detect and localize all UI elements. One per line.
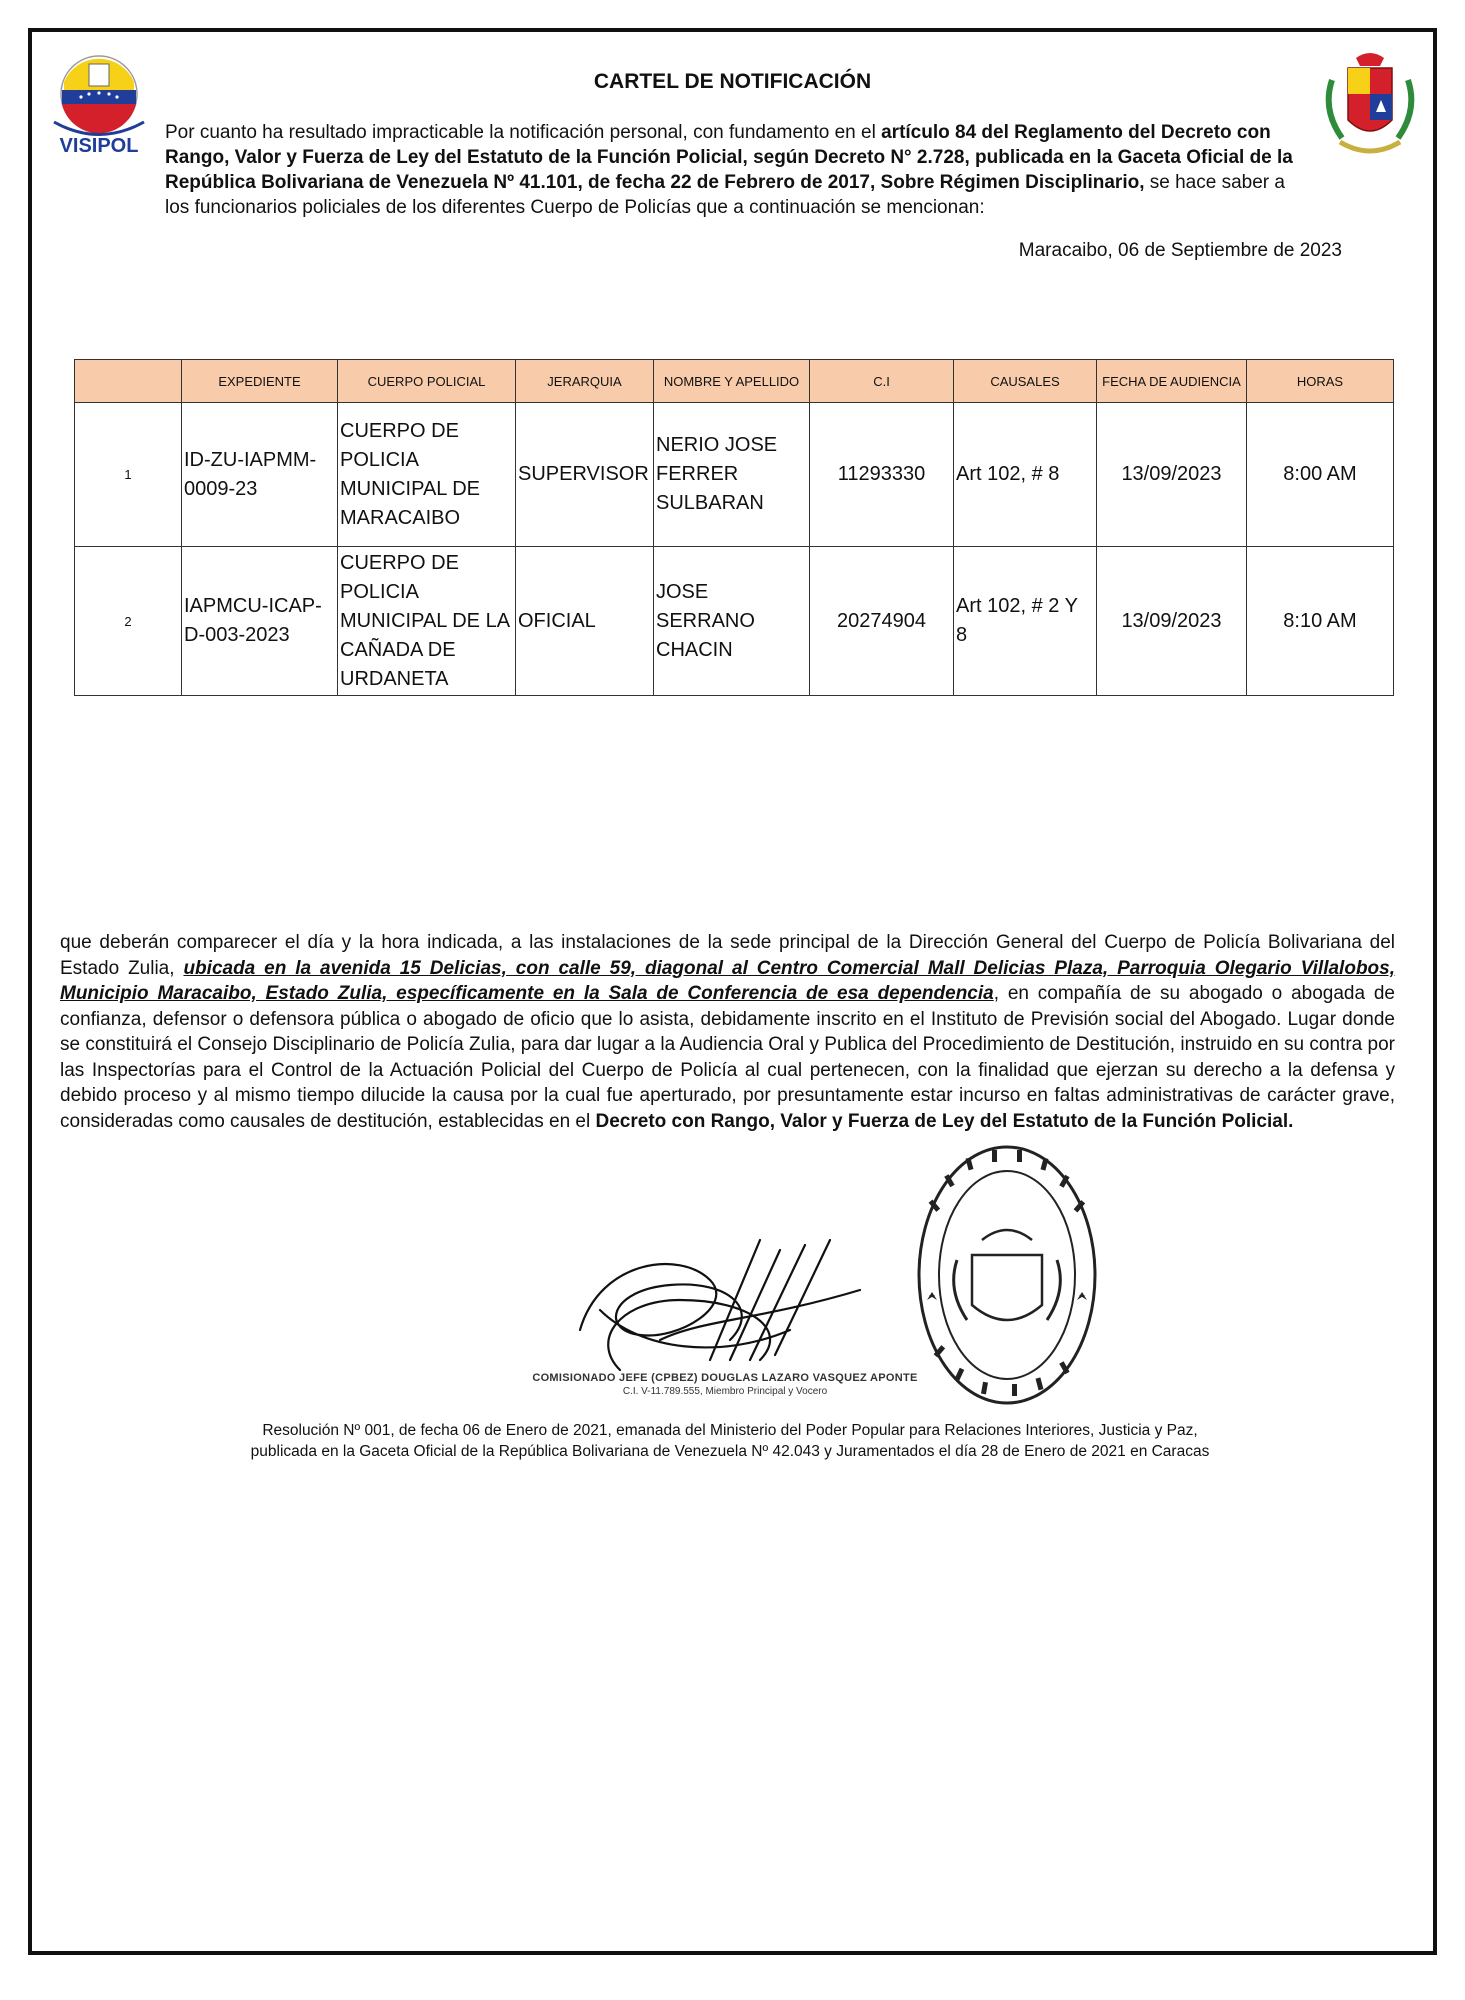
signatory-name: COMISIONADO JEFE (CPBEZ) DOUGLAS LAZARO VASQUEZ APONTE [532, 1372, 918, 1384]
official-seal-stamp-icon [912, 1140, 1102, 1410]
cell-nombre-apellido: JOSE SERRANO CHACIN [654, 547, 810, 696]
body-text-start: que deberán comparecer el día y la hora indicada, a las instalaciones de la sede principal de la Dirección General del Cuerpo de Policía Bolivariana del Estado Zulia, [60, 932, 1395, 979]
header-nombre-apellido: NOMBRE Y APELLIDO [654, 360, 810, 403]
cell-expediente: ID-ZU-IAPMM-0009-23 [182, 403, 338, 547]
signatory-id: C.I. V-11.789.555, Miembro Principal y Vocero [622, 1386, 828, 1397]
header-jerarquia: JERARQUIA [516, 360, 654, 403]
cell-fecha-audiencia: 13/09/2023 [1097, 403, 1247, 547]
resolution-line-2: publicada en la Gaceta Oficial de la República Bolivariana de Venezuela Nº 42.043 y Juramentados el día 28 de Enero de 2021 en Caracas [250, 1443, 1210, 1460]
cell-causales: Art 102, # 2 Y 8 [954, 547, 1097, 696]
cell-fecha-audiencia: 13/09/2023 [1097, 547, 1247, 696]
header-fecha-audiencia: FECHA DE AUDIENCIA [1097, 360, 1247, 403]
cell-causales: Art 102, # 8 [954, 403, 1097, 547]
notification-table [74, 359, 1394, 696]
header-causales: CAUSALES [954, 360, 1097, 403]
header-horas: HORAS [1247, 360, 1394, 403]
intro-legal-reference: artículo 84 del Reglamento del Decreto con Rango, Valor y Fuerza de Ley del Estatuto de la Función Policial, según Decreto N° 2.728, publicada en la Gaceta Oficial de la República Bolivariana de Venezuela Nº 41.101, de fecha 22 de Febrero de 2017, Sobre Régimen Disciplinario, [165, 122, 1293, 193]
header-number [75, 360, 182, 403]
cell-hora: 8:00 AM [1247, 403, 1394, 547]
zulia-coat-of-arms-icon [1320, 50, 1420, 162]
cell-ci: 11293330 [810, 403, 954, 547]
intro-paragraph [165, 120, 1310, 220]
resolution-footnote [180, 1420, 1280, 1462]
cell-ci: 20274904 [810, 547, 954, 696]
handwritten-signature-icon [560, 1220, 880, 1390]
cell-number: 1 [75, 403, 182, 547]
table-header-row [75, 360, 1394, 403]
cell-cuerpo-policial: CUERPO DE POLICIA MUNICIPAL DE LA CAÑADA DE URDANETA [338, 547, 516, 696]
intro-text-start: Por cuanto ha resultado impracticable la notificación personal, con fundamento en el [165, 122, 882, 143]
intro-text-end: se hace saber a los funcionarios policiales de los diferentes Cuerpo de Policías que a continuación se mencionan: [165, 172, 1285, 218]
table-row [75, 547, 1394, 696]
cell-expediente: IAPMCU-ICAP-D-003-2023 [182, 547, 338, 696]
document-date: Maracaibo, 06 de Septiembre de 2023 [1018, 240, 1342, 261]
cell-hora: 8:10 AM [1247, 547, 1394, 696]
cell-cuerpo-policial: CUERPO DE POLICIA MUNICIPAL DE MARACAIBO [338, 403, 516, 547]
cell-nombre-apellido: NERIO JOSE FERRER SULBARAN [654, 403, 810, 547]
body-paragraph [60, 930, 1395, 1134]
cell-jerarquia: SUPERVISOR [516, 403, 654, 547]
visipol-logo [44, 52, 154, 162]
header-cuerpo-policial: CUERPO POLICIAL [338, 360, 516, 403]
venue-address: ubicada en la avenida 15 Delicias, con calle 59, diagonal al Centro Comercial Mall Delicias Plaza, Parroquia Olegario Villalobos, Municipio Maracaibo, Estado Zulia, específicamente en la Sala de Conferencia de esa dependencia [60, 957, 1396, 1004]
cell-jerarquia: OFICIAL [516, 547, 654, 696]
header-ci: C.I [810, 360, 954, 403]
document-title: CARTEL DE NOTIFICACIÓN [593, 70, 872, 93]
header-expediente: EXPEDIENTE [182, 360, 338, 403]
table-row [75, 403, 1394, 547]
body-text-middle: , en compañía de su abogado o abogada de confianza, defensor o defensora pública o abogado de oficio que lo asista, debidamente inscrito en el Instituto de Previsión social del Abogado. Lugar donde se constituirá el Consejo Disciplinario de Policía Zulia, para dar lugar a la Audiencia Oral y Publica del Procedimiento de Destitución, instruido en su contra por las Inspectorías para el Control de la Actuación Policial del Cuerpo de Policía al cual pertenecen, con la finalidad que ejerzan su derecho a la defensa y debido proceso y al mismo tiempo dilucide la causa por la cual fue aperturado, por presuntamente estar incurso en faltas administrativas de carácter grave, consideradas como causales de destitución, establecidas en el [60, 983, 1395, 1132]
resolution-line-1: Resolución Nº 001, de fecha 06 de Enero de 2021, emanada del Ministerio del Poder Popular para Relaciones Interiores, Justicia y Paz, [262, 1422, 1198, 1439]
svg-text:VISIPOL: VISIPOL [59, 135, 139, 157]
body-legal-reference: Decreto con Rango, Valor y Fuerza de Ley del Estatuto de la Función Policial. [595, 1110, 1294, 1132]
cell-number: 2 [75, 547, 182, 696]
